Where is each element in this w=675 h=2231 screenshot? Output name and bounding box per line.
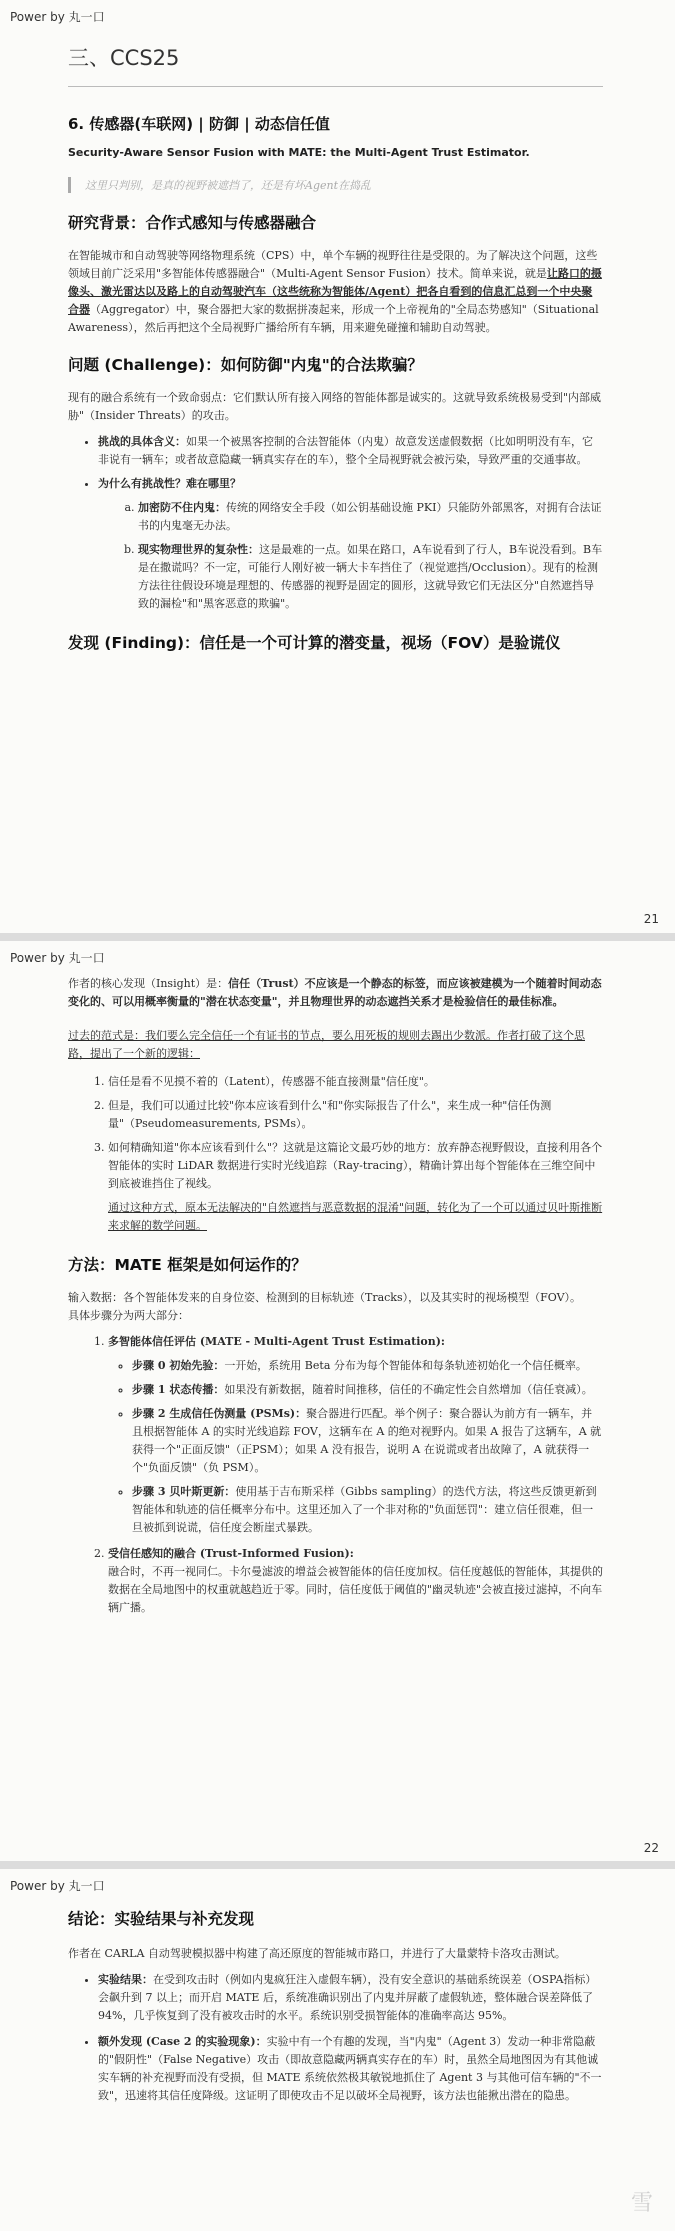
paper-heading: 6. 传感器(车联网) | 防御 | 动态信任值 [68, 115, 330, 133]
list-item: • 为什么有挑战性？难在哪里？ a. 加密防不住内鬼：传统的网络安全手段（如公钥基础设施 PKI）只能防外部黑客，对拥有合法证书的内鬼毫无办法。 b. 现实物理世界的复杂性：这是最难的一点。如果在路口，A车说看到了行人，B车说没看到。B车是在撒谎吗？不一定，可能行人刚好被一辆大卡车挡住了（视觉遮挡/Occlusion）。现有的检测方法往往假设环境是理想的、传感器的视野是固定的圆形，这就导致它们无法区分"自然遮挡导致的漏检"和"黑客恶意的欺骗"。 [98, 475, 603, 613]
conclusion-intro: 作者在 CARLA 自动驾驶模拟器中构建了高还原度的智能城市路口，并进行了大量蒙特卡洛攻击测试。 [68, 1947, 566, 1960]
past-paradigm: 过去的范式是：我们要么完全信任一个有证书的节点，要么用死板的规则去踢出少数派。作者打破了这个思路，提出了一个新的逻辑： [68, 1029, 585, 1060]
page-number: 21 [643, 912, 659, 926]
list-item: • 实验结果：在受到攻击时（例如内鬼疯狂注入虚假车辆），没有安全意识的基础系统误差（OSPA指标）会飙升到 7 以上；而开启 MATE 后，系统准确识别出了内鬼并屏蔽了虚假轨迹，整体融合误差降低了 94%，几乎恢复到了没有被攻击时的水平。系统识别受损智能体的准确率高达 95%。 [98, 1971, 603, 2025]
method-steps: 具体步骤分为两大部分： [68, 1309, 189, 1322]
list-item: • 挑战的具体含义：如果一个被黑客控制的合法智能体（内鬼）故意发送虚假数据（比如明明没有车，它非说有一辆车；或者故意隐藏一辆真实存在的车），整个全局视野就会被污染，导致严重的交通事故。 [98, 433, 603, 469]
list-item: • 额外发现 (Case 2 的实验现象)：实验中有一个有趣的发现，当"内鬼"（Agent 3）发动一种非常隐蔽的"假阴性"（False Negative）攻击（即故意隐藏两辆真实存在的车）时，虽然全局地图因为有其他诚实车辆的补充视野而没有受损，但 MATE 系统依然极其敏锐地抓住了 Agent 3 与其他可信车辆的"不一致"，迅速将其信任度降级。这证明了即使攻击不足以破坏全局视野，该方法也能揪出潜在的隐患。 [98, 2033, 603, 2105]
section-title: 三、CCS25 [68, 46, 180, 70]
quote: 这里只判别，是真的视野被遮挡了，还是有坏Agent在捣乱 [68, 177, 603, 193]
list-item: 3. 如何精确知道"你本应该看到什么"？这就是这篇论文最巧妙的地方：放弃静态视野假设，直接利用各个智能体的实时 LiDAR 数据进行实时光线追踪（Ray-tracing），精确计算出每个智能体在三维空间中到底被谁挡住了视线。 [108, 1139, 603, 1193]
method-heading: 方法：MATE 框架是如何运作的？ [68, 1256, 307, 1274]
result-list [98, 1971, 603, 2105]
page-22 [0, 941, 675, 1861]
list-item: 2. 但是，我们可以通过比较"你本应该看到什么"和"你实际报告了什么"，来生成一种"信任伪测量"（Pseudomeasurements, PSMs）。 [108, 1097, 603, 1133]
page-number: 22 [643, 1841, 659, 1855]
problem-paragraph: 现有的融合系统有一个致命弱点：它们默认所有接入网络的智能体都是诚实的。这就导致系统极易受到"内部威胁"（Insider Threats）的攻击。 [68, 391, 602, 422]
list-item: 1. 多智能体信任评估 (MATE - Multi-Agent Trust Estimation): ◦ 步骤 0 初始先验：一开始，系统用 Beta 分布为每个智能体和每条轨迹初始化一个信任概率。 ◦ 步骤 1 状态传播：如果没有新数据，随着时间推移，信任的不确定性会自然增加（信任衰减）。 ◦ 步骤 2 生成信任伪测量 (PSMs)：聚合器进行匹配。举个例子：聚合器认为前方有一辆车，并且根据智能体 A 的实时光线追踪 FOV，这辆车在 A 的绝对视野内。如果 A 报告了这辆车，A 就获得一个"正面反馈"（正PSM）；如果 A 没有报告，说明 A 在说谎或者出故障了，A 就获得一个"负面反馈"（负 PSM）。 ◦ 步骤 3 贝叶斯更新：使用基于吉布斯采样（Gibbs sampling）的迭代方法，将这些反馈更新到智能体和轨迹的信任概率分布中。这里还加入了一个非对称的"负面惩罚"：建立信任很难，但一旦被抓到说谎，信任度会断崖式暴跌。 [108, 1333, 603, 1537]
list-item: ◦ 步骤 3 贝叶斯更新：使用基于吉布斯采样（Gibbs sampling）的迭代方法，将这些反馈更新到智能体和轨迹的信任概率分布中。这里还加入了一个非对称的"负面惩罚"：建立信任很难，但一旦被抓到说谎，信任度会断崖式暴跌。 [132, 1483, 603, 1537]
problem-heading: 问题 (Challenge)：如何防御"内鬼"的合法欺骗？ [68, 356, 423, 374]
list-item: 2. 受信任感知的融合 (Trust-Informed Fusion): 融合时，不再一视同仁。卡尔曼滤波的增益会被智能体的信任度加权。信任度越低的智能体，其提供的数据在全局地图中的权重就越趋近于零。同时，信任度低于阈值的"幽灵轨迹"会被直接过滤掉，不向车辆广播。 [108, 1545, 603, 1617]
list-item: ◦ 步骤 2 生成信任伪测量 (PSMs)：聚合器进行匹配。举个例子：聚合器认为前方有一辆车，并且根据智能体 A 的实时光线追踪 FOV，这辆车在 A 的绝对视野内。如果 A 报告了这辆车，A 就获得一个"正面反馈"（正PSM）；如果 A 没有报告，说明 A 在说谎或者出故障了，A 就获得一个"负面反馈"（负 PSM）。 [132, 1405, 603, 1477]
list-item: ◦ 步骤 1 状态传播：如果没有新数据，随着时间推移，信任的不确定性会自然增加（信任衰减）。 [132, 1381, 603, 1399]
paper-title: Security-Aware Sensor Fusion with MATE: the Multi-Agent Trust Estimator. [68, 146, 530, 159]
page-header: Power by 丸一口 [10, 951, 105, 965]
divider [68, 86, 603, 87]
logic-list [108, 1073, 603, 1193]
finding-heading: 发现 (Finding)：信任是一个可计算的潜变量，视场（FOV）是验谎仪 [68, 634, 561, 652]
page-header: Power by 丸一口 [10, 10, 105, 24]
background-paragraph: 在智能城市和自动驾驶等网络物理系统（CPS）中，单个车辆的视野往往是受限的。为了解决这个问题，这些领域目前广泛采用"多智能体传感器融合"（Multi-Agent Sensor Fusion）技术。简单来说，就是让路口的摄像头、激光雷达以及路上的自动驾驶汽车（这些统称为智能体/Agent）把各自看到的信息汇总到一个中央聚合器（Aggregator）中，聚合器把大家的数据拼凑起来，形成一个上帝视角的"全局态势感知"（Situational Awareness），然后再把这个全局视野广播给所有车辆，用来避免碰撞和辅助自动驾驶。 [68, 249, 602, 334]
method-input: 输入数据：各个智能体发来的自身位姿、检测到的目标轨迹（Tracks），以及其实时的视场模型（FOV）。 [68, 1291, 582, 1304]
page-23 [0, 1869, 675, 2231]
page-21 [0, 0, 675, 933]
list-item: a. 加密防不住内鬼：传统的网络安全手段（如公钥基础设施 PKI）只能防外部黑客，对拥有合法证书的内鬼毫无办法。 [138, 499, 603, 535]
page-header: Power by 丸一口 [10, 1879, 105, 1893]
conclusion-heading: 结论：实验结果与补充发现 [68, 1910, 255, 1928]
background-heading: 研究背景：合作式感知与传感器融合 [68, 214, 317, 232]
challenge-list [98, 433, 603, 613]
watermark-logo: 雪 [630, 2191, 653, 2216]
list-item: b. 现实物理世界的复杂性：这是最难的一点。如果在路口，A车说看到了行人，B车说没看到。B车是在撒谎吗？不一定，可能行人刚好被一辆大卡车挡住了（视觉遮挡/Occlusion）。现有的检测方法往往假设环境是理想的、传感器的视野是固定的圆形，这就导致它们无法区分"自然遮挡导致的漏检"和"黑客恶意的欺骗"。 [138, 541, 603, 613]
list-item: 1. 信任是看不见摸不着的（Latent），传感器不能直接测量"信任度"。 [108, 1073, 603, 1091]
insight-paragraph: 作者的核心发现（Insight）是：信任（Trust）不应该是一个静态的标签，而应该被建模为一个随着时间动态变化的、可以用概率衡量的"潜在状态变量"，并且物理世界的动态遮挡关系才是检验信任的最佳标准。 [68, 977, 602, 1008]
logic-tail: 通过这种方式，原本无法解决的"自然遮挡与恶意数据的混淆"问题，转化为了一个可以通过贝叶斯推断来求解的数学问题。 [108, 1201, 603, 1232]
stage-list [108, 1333, 603, 1617]
list-item: ◦ 步骤 0 初始先验：一开始，系统用 Beta 分布为每个智能体和每条轨迹初始化一个信任概率。 [132, 1357, 603, 1375]
